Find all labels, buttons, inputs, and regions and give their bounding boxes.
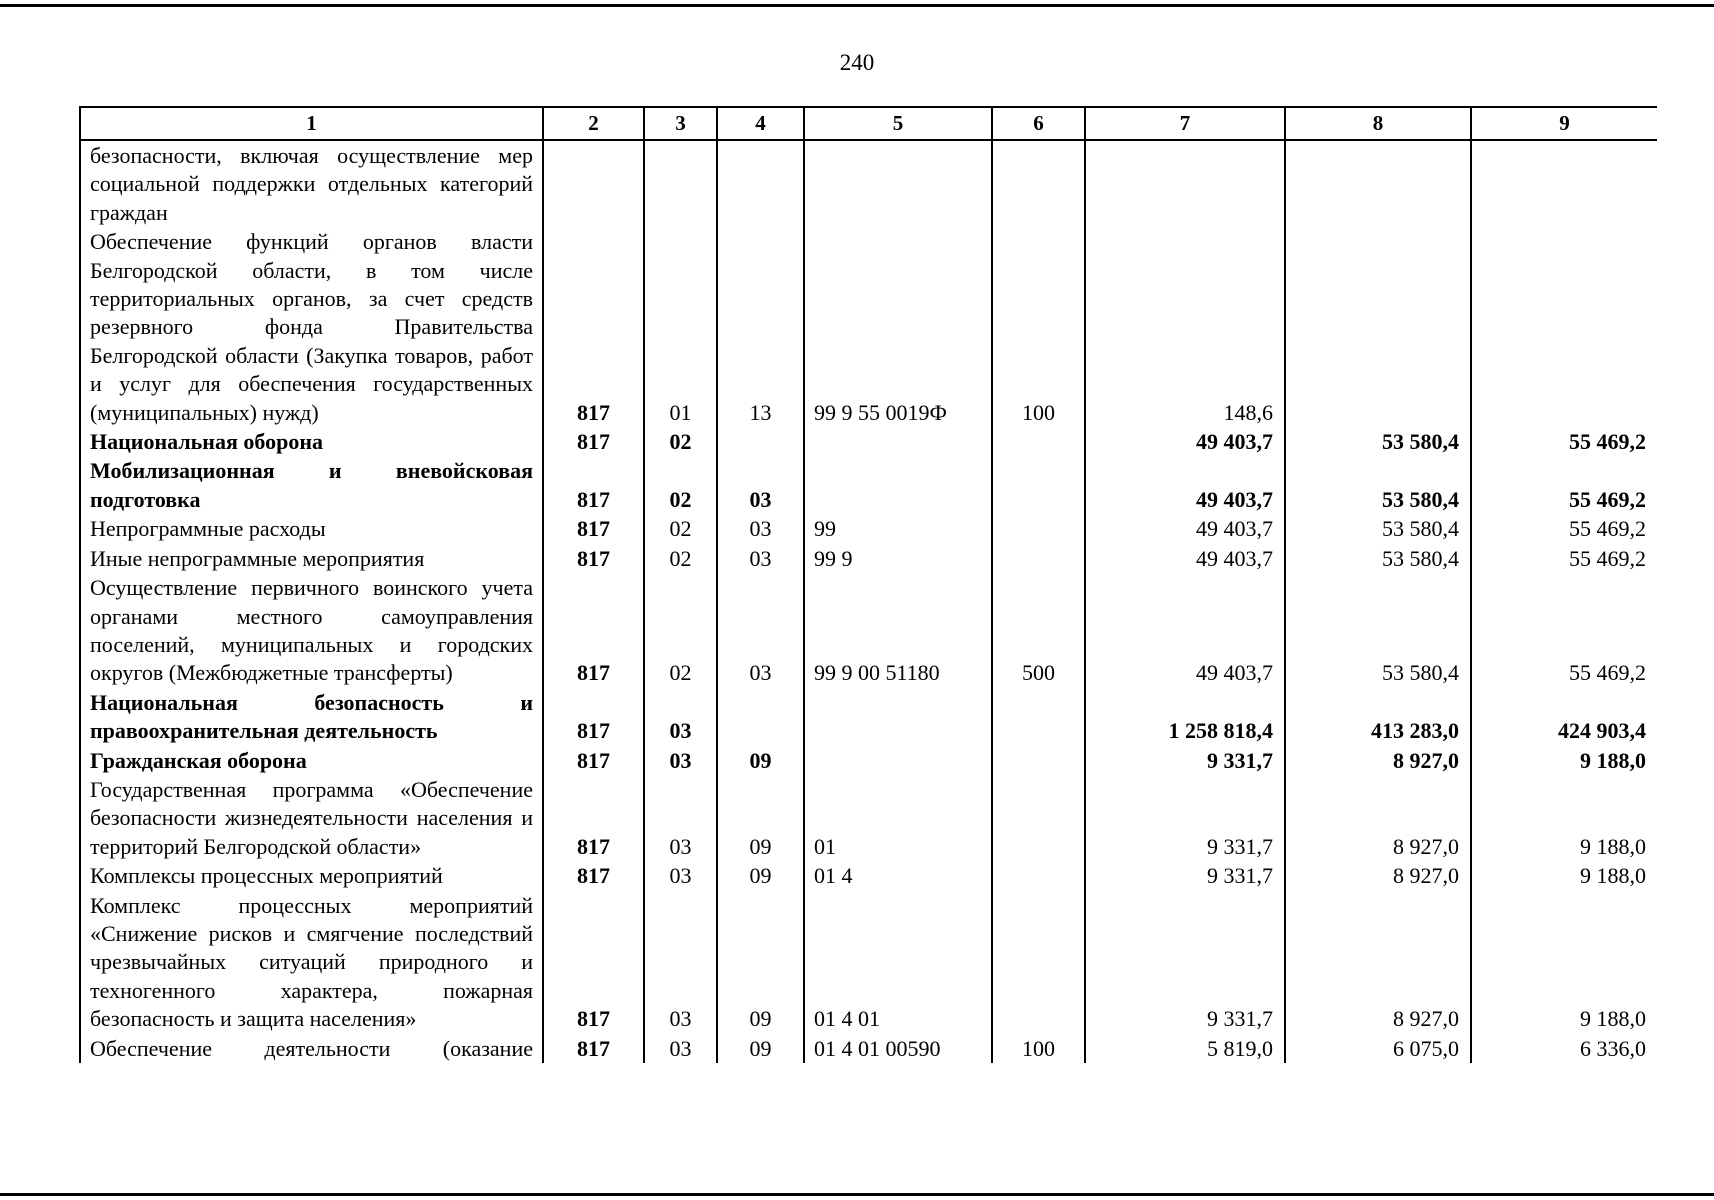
header-cell: 9 — [1471, 107, 1657, 140]
code-section: 02 — [644, 514, 717, 543]
code-ministry: 817 — [543, 746, 644, 775]
code-subsection: 09 — [717, 775, 804, 861]
amount-col8: 6 075,0 — [1285, 1034, 1471, 1063]
code-ministry: 817 — [543, 1034, 644, 1063]
amount-col7: 49 403,7 — [1085, 456, 1285, 514]
code-section: 02 — [644, 427, 717, 456]
table-row — [80, 427, 1657, 456]
amount-col9: 9 188,0 — [1471, 861, 1657, 890]
table-row — [80, 891, 1657, 1034]
amount-col8: 413 283,0 — [1285, 688, 1471, 746]
code-subsection: 09 — [717, 746, 804, 775]
row-label: Иные непрограммные мероприятия — [80, 544, 543, 573]
row-label: Гражданская оборона — [80, 746, 543, 775]
code-target — [804, 746, 992, 775]
table-row — [80, 746, 1657, 775]
code-section: 03 — [644, 775, 717, 861]
code-target: 99 9 00 51180 — [804, 573, 992, 688]
code-section: 02 — [644, 573, 717, 688]
row-label: Обеспечение деятельности (оказание — [80, 1034, 543, 1063]
code-section: 03 — [644, 1034, 717, 1063]
code-subsection: 09 — [717, 861, 804, 890]
amount-col8: 53 580,4 — [1285, 514, 1471, 543]
code-section: 02 — [644, 544, 717, 573]
amount-col8: 53 580,4 — [1285, 427, 1471, 456]
amount-col7: 1 258 818,4 — [1085, 688, 1285, 746]
amount-col9: 6 336,0 — [1471, 1034, 1657, 1063]
table-row — [80, 861, 1657, 890]
amount-col8: 53 580,4 — [1285, 456, 1471, 514]
amount-col7: 148,6 — [1085, 227, 1285, 427]
code-section: 02 — [644, 456, 717, 514]
code-expense-type — [992, 861, 1085, 890]
code-ministry: 817 — [543, 456, 644, 514]
code-target — [804, 688, 992, 746]
row-label: Национальная оборона — [80, 427, 543, 456]
amount-col7: 9 331,7 — [1085, 891, 1285, 1034]
code-expense-type — [992, 544, 1085, 573]
amount-col7: 9 331,7 — [1085, 746, 1285, 775]
code-expense-type — [992, 456, 1085, 514]
budget-table-container — [79, 106, 1657, 1110]
code-expense-type — [992, 775, 1085, 861]
code-subsection: 03 — [717, 456, 804, 514]
table-row — [80, 775, 1657, 861]
code-target: 01 4 — [804, 861, 992, 890]
code-subsection: 03 — [717, 573, 804, 688]
page-number: 240 — [839, 50, 875, 75]
scan-border-top — [0, 4, 1714, 7]
code-section — [644, 140, 717, 227]
code-target: 99 9 55 0019Ф — [804, 227, 992, 427]
header-cell: 7 — [1085, 107, 1285, 140]
row-label: Непрограммные расходы — [80, 514, 543, 543]
amount-col8: 8 927,0 — [1285, 746, 1471, 775]
header-row — [80, 107, 1657, 140]
code-subsection — [717, 427, 804, 456]
code-ministry: 817 — [543, 544, 644, 573]
header-cell: 3 — [644, 107, 717, 140]
code-subsection — [717, 140, 804, 227]
row-label: безопасности, включая осуществление мер социальной поддержки отдельных категорий граждан — [80, 140, 543, 227]
table-row — [80, 544, 1657, 573]
amount-col7: 49 403,7 — [1085, 544, 1285, 573]
code-subsection — [717, 688, 804, 746]
amount-col7: 49 403,7 — [1085, 427, 1285, 456]
table-row — [80, 514, 1657, 543]
code-expense-type — [992, 891, 1085, 1034]
code-section: 03 — [644, 891, 717, 1034]
amount-col9: 55 469,2 — [1471, 427, 1657, 456]
header-cell: 5 — [804, 107, 992, 140]
code-expense-type — [992, 688, 1085, 746]
amount-col8: 8 927,0 — [1285, 775, 1471, 861]
row-label: Мобилизационная и вневойсковая подготовка — [80, 456, 543, 514]
code-section: 03 — [644, 861, 717, 890]
code-expense-type — [992, 514, 1085, 543]
header-cell: 8 — [1285, 107, 1471, 140]
code-ministry: 817 — [543, 573, 644, 688]
amount-col7: 49 403,7 — [1085, 514, 1285, 543]
code-expense-type — [992, 746, 1085, 775]
code-ministry — [543, 140, 644, 227]
header-cell: 6 — [992, 107, 1085, 140]
code-target — [804, 427, 992, 456]
header-cell: 2 — [543, 107, 644, 140]
amount-col8: 8 927,0 — [1285, 891, 1471, 1034]
amount-col7: 5 819,0 — [1085, 1034, 1285, 1063]
table-row — [80, 140, 1657, 227]
amount-col8 — [1285, 227, 1471, 427]
code-target: 99 9 — [804, 544, 992, 573]
row-label: Государственная программа «Обеспечение безопасности жизнедеятельности населения и территорий Белгородской области» — [80, 775, 543, 861]
code-expense-type: 100 — [992, 227, 1085, 427]
code-target — [804, 456, 992, 514]
amount-col9: 424 903,4 — [1471, 688, 1657, 746]
code-ministry: 817 — [543, 514, 644, 543]
code-ministry: 817 — [543, 227, 644, 427]
table-row — [80, 456, 1657, 514]
table-row — [80, 573, 1657, 688]
amount-col9: 55 469,2 — [1471, 456, 1657, 514]
header-cell: 1 — [80, 107, 543, 140]
amount-col7: 9 331,7 — [1085, 775, 1285, 861]
code-target: 01 — [804, 775, 992, 861]
code-target — [804, 140, 992, 227]
code-section: 01 — [644, 227, 717, 427]
row-label: Национальная безопасность и правоохранительная деятельность — [80, 688, 543, 746]
amount-col9 — [1471, 140, 1657, 227]
code-ministry: 817 — [543, 861, 644, 890]
amount-col8 — [1285, 140, 1471, 227]
code-subsection: 09 — [717, 1034, 804, 1063]
amount-col9: 55 469,2 — [1471, 514, 1657, 543]
amount-col9 — [1471, 227, 1657, 427]
code-subsection: 09 — [717, 891, 804, 1034]
amount-col7: 9 331,7 — [1085, 861, 1285, 890]
row-label: Осуществление первичного воинского учета органами местного самоуправления поселений, муниципальных и городских округов (Межбюджетные трансферты) — [80, 573, 543, 688]
code-expense-type — [992, 140, 1085, 227]
row-label: Обеспечение функций органов власти Белгородской области, в том числе территориальных органов, за счет средств резервного фонда Правительства Белгородской области (Закупка товаров, работ и услуг для обеспечения государственных (муниципальных) нужд) — [80, 227, 543, 427]
code-subsection: 03 — [717, 514, 804, 543]
budget-table — [79, 106, 1657, 1063]
amount-col8: 53 580,4 — [1285, 573, 1471, 688]
code-target: 01 4 01 00590 — [804, 1034, 992, 1063]
table-row — [80, 688, 1657, 746]
scan-border-bottom — [0, 1193, 1714, 1196]
code-subsection: 13 — [717, 227, 804, 427]
amount-col9: 9 188,0 — [1471, 746, 1657, 775]
row-label: Комплексы процессных мероприятий — [80, 861, 543, 890]
row-label: Комплекс процессных мероприятий «Снижение рисков и смягчение последствий чрезвычайных ситуаций природного и техногенного характера, пожарная безопасность и защита населения» — [80, 891, 543, 1034]
amount-col9: 9 188,0 — [1471, 775, 1657, 861]
amount-col9: 55 469,2 — [1471, 573, 1657, 688]
code-section: 03 — [644, 688, 717, 746]
amount-col9: 9 188,0 — [1471, 891, 1657, 1034]
code-expense-type: 100 — [992, 1034, 1085, 1063]
code-target: 99 — [804, 514, 992, 543]
amount-col9: 55 469,2 — [1471, 544, 1657, 573]
code-ministry: 817 — [543, 775, 644, 861]
code-subsection: 03 — [717, 544, 804, 573]
code-ministry: 817 — [543, 891, 644, 1034]
code-section: 03 — [644, 746, 717, 775]
code-ministry: 817 — [543, 427, 644, 456]
code-target: 01 4 01 — [804, 891, 992, 1034]
table-row — [80, 227, 1657, 427]
code-expense-type: 500 — [992, 573, 1085, 688]
amount-col8: 8 927,0 — [1285, 861, 1471, 890]
amount-col8: 53 580,4 — [1285, 544, 1471, 573]
code-expense-type — [992, 427, 1085, 456]
amount-col7 — [1085, 140, 1285, 227]
amount-col7: 49 403,7 — [1085, 573, 1285, 688]
table-row — [80, 1034, 1657, 1063]
code-ministry: 817 — [543, 688, 644, 746]
header-cell: 4 — [717, 107, 804, 140]
